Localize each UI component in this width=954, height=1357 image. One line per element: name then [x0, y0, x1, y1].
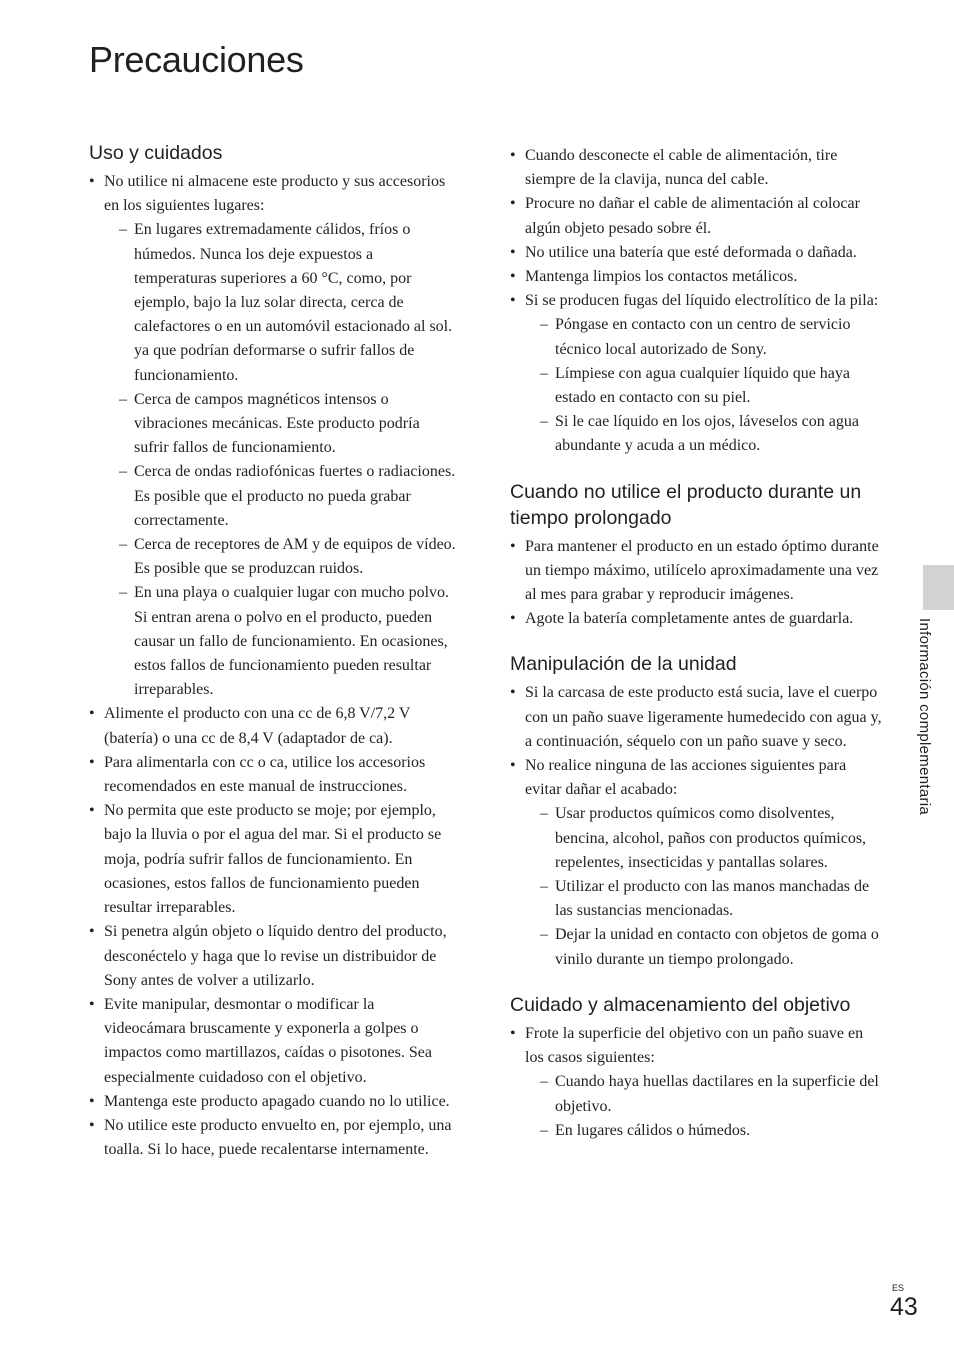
left-column — [89, 140, 457, 1162]
page-number: 43 — [890, 1293, 918, 1321]
section-tab-marker — [923, 565, 954, 610]
list-item: • No utilice este producto envuelto en, por ejemplo, una toalla. Si lo hace, puede recalentarse internamente. — [89, 1114, 457, 1162]
sub-list-item-text: En una playa o cualquier lugar con mucho polvo. Si entran arena o polvo en el producto, pueden causar un fallo de funcionamiento. En ocasiones, estos fallos de funcionamiento pueden resultar irreparables. — [134, 584, 450, 699]
tiempo-prolongado-list — [510, 535, 885, 632]
sub-list-item-text: Usar productos químicos como disolventes, bencina, alcohol, paños con productos químicos, repelentes, insecticidas y pantallas solares. — [555, 805, 867, 871]
list-item: • Procure no dañar el cable de alimentación al colocar algún objeto pesado sobre él. — [510, 192, 885, 240]
list-item — [510, 289, 885, 458]
objetivo-list — [510, 1022, 885, 1143]
section-heading-uso-y-cuidados: Uso y cuidados — [89, 142, 223, 164]
sub-list-item-text: Si le cae líquido en los ojos, láveselos con agua abundante y acuda a un médico. — [555, 413, 859, 455]
sub-list-item: – Cuando haya huellas dactilares en la superficie del objetivo. — [540, 1073, 879, 1115]
page-title: Precauciones — [89, 39, 304, 80]
sub-list-item: – En lugares cálidos o húmedos. — [540, 1121, 751, 1139]
sub-list-item: – Usar productos químicos como disolventes, bencina, alcohol, paños con productos químicos, repelentes, insecticidas y pantallas solares. — [540, 805, 867, 871]
sub-list-item-text: En lugares extremadamente cálidos, fríos o húmedos. Nunca los deje expuestos a temperaturas superiores a 60 °C, como, por ejemplo, bajo la luz solar directa, cerca de calefactores o en un automóvil estacionado al sol. ya que podrían deformarse o sufrir fallos de funcionamiento. — [134, 221, 453, 384]
list-item: • Mantenga limpios los contactos metálicos. — [510, 265, 885, 289]
page-language-code: ES — [892, 1283, 905, 1293]
list-item — [510, 754, 885, 972]
sub-list-item-text: Dejar la unidad en contacto con objetos de goma o vinilo durante un tiempo prolongado. — [555, 926, 879, 968]
section-heading-objetivo: Cuidado y almacenamiento del objetivo — [510, 993, 851, 1016]
sub-list-item: – Cerca de campos magnéticos intensos o vibraciones mecánicas. Este producto podría sufrir fallos de funcionamiento. — [119, 390, 420, 457]
sub-list-item: – Si le cae líquido en los ojos, láveselos con agua abundante y acuda a un médico. — [540, 413, 859, 455]
uso-y-cuidados-list — [89, 170, 457, 1162]
sub-list-item: – Cerca de ondas radiofónicas fuertes o radiaciones. Es posible que el producto no pueda grabar correctamente. — [119, 463, 456, 529]
sub-list-item-text: En lugares cálidos o húmedos. — [555, 1121, 751, 1139]
list-item — [89, 170, 457, 702]
list-item: • No utilice una batería que esté deformada o dañada. — [510, 241, 885, 265]
sub-list-item: – En una playa o cualquier lugar con mucho polvo. Si entran arena o polvo en el producto, pueden causar un fallo de funcionamiento. En ocasiones, estos fallos de funcionamiento pueden resultar irreparables. — [119, 584, 450, 699]
list-item: • Evite manipular, desmontar o modificar la videocámara bruscamente y exponerla a golpes o impactos como martillazos, caídas o pisotones. Sea especialmente cuidadoso con el objetivo. — [89, 993, 457, 1090]
sub-list-item-text: Cerca de ondas radiofónicas fuertes o radiaciones. Es posible que el producto no pueda grabar correctamente. — [134, 463, 456, 529]
list-item: • Alimente el producto con una cc de 6,8 V/7,2 V (batería) o una cc de 8,4 V (adaptador de ca). — [89, 702, 457, 750]
list-item: • Cuando desconecte el cable de alimentación, tire siempre de la clavija, nunca del cable. — [510, 144, 885, 192]
list-item: • Para mantener el producto en un estado óptimo durante un tiempo máximo, utilícelo aproximadamente una vez al mes para grabar y reproducir imágenes. — [510, 535, 885, 608]
sub-list-item: – En lugares extremadamente cálidos, fríos o húmedos. Nunca los deje expuestos a temperaturas superiores a 60 °C, como, por ejemplo, bajo la luz solar directa, cerca de calefactores o en un automóvil estacionado al sol. ya que podrían deformarse o sufrir fallos de funcionamiento. — [119, 221, 453, 384]
sub-list — [525, 802, 885, 971]
sub-list-item-text: Póngase en contacto con un centro de servicio técnico local autorizado de Sony. — [555, 316, 851, 358]
sub-list-item: – Dejar la unidad en contacto con objetos de goma o vinilo durante un tiempo prolongado. — [540, 926, 879, 968]
sub-list-item-text: Cuando haya huellas dactilares en la superficie del objetivo. — [555, 1073, 879, 1115]
list-item: • Si penetra algún objeto o líquido dentro del producto, desconéctelo y haga que lo revise un distribuidor de Sony antes de volver a utilizarlo. — [89, 920, 457, 993]
section-side-label: Información complementaria — [916, 618, 933, 816]
list-item: • Para alimentarla con cc o ca, utilice los accesorios recomendados en este manual de instrucciones. — [89, 751, 457, 799]
sub-list — [104, 218, 457, 702]
sub-list-item-text: Límpiese con agua cualquier líquido que haya estado en contacto con su piel. — [555, 364, 851, 407]
list-item: • No permita que este producto se moje; por ejemplo, bajo la lluvia o por el agua del mar. Si el producto se moja, podría sufrir fallos de funcionamiento. En ocasiones, estos fallos de funcionamiento pueden resultar irreparables. — [89, 799, 457, 920]
list-item: • Si la carcasa de este producto está sucia, lave el cuerpo con un paño suave ligeramente humedecido con agua y, a continuación, séquelo con un paño suave y seco. — [510, 681, 885, 754]
section-heading-tiempo-prolongado: Cuando no utilice el producto durante un tiempo prolongado — [510, 480, 862, 529]
sub-list-item-text: Utilizar el producto con las manos manchadas de las sustancias mencionadas. — [555, 878, 870, 920]
section-heading-manipulacion: Manipulación de la unidad — [510, 653, 737, 676]
sub-list-item: – Póngase en contacto con un centro de servicio técnico local autorizado de Sony. — [540, 316, 851, 358]
sub-list — [525, 313, 885, 458]
list-item: • Mantenga este producto apagado cuando no lo utilice. — [89, 1090, 457, 1114]
list-item-text: No realice ninguna de las acciones siguientes para evitar dañar el acabado: — [525, 757, 847, 799]
list-item: • Agote la batería completamente antes de guardarla. — [510, 607, 885, 631]
list-item-text: Frote la superficie del objetivo con un paño suave en los casos siguientes: — [525, 1024, 864, 1067]
sub-list-item: – Utilizar el producto con las manos manchadas de las sustancias mencionadas. — [540, 878, 870, 920]
right-column — [510, 144, 885, 1143]
list-item — [510, 1022, 885, 1143]
list-item-text: Si se producen fugas del líquido electrolítico de la pila: — [525, 292, 879, 310]
sub-list — [525, 1070, 885, 1143]
sub-list-item: – Cerca de receptores de AM y de equipos de vídeo. Es posible que se produzcan ruidos. — [119, 536, 456, 578]
uso-y-cuidados-continued-list — [510, 144, 885, 459]
list-item-text: No utilice ni almacene este producto y sus accesorios en los siguientes lugares: — [104, 173, 446, 215]
sub-list-item-text: Cerca de campos magnéticos intensos o vibraciones mecánicas. Este producto podría sufrir fallos de funcionamiento. — [134, 390, 420, 457]
manipulacion-list — [510, 681, 885, 971]
sub-list-item: – Límpiese con agua cualquier líquido que haya estado en contacto con su piel. — [540, 364, 851, 407]
sub-list-item-text: Cerca de receptores de AM y de equipos de vídeo. Es posible que se produzcan ruidos. — [134, 536, 456, 578]
